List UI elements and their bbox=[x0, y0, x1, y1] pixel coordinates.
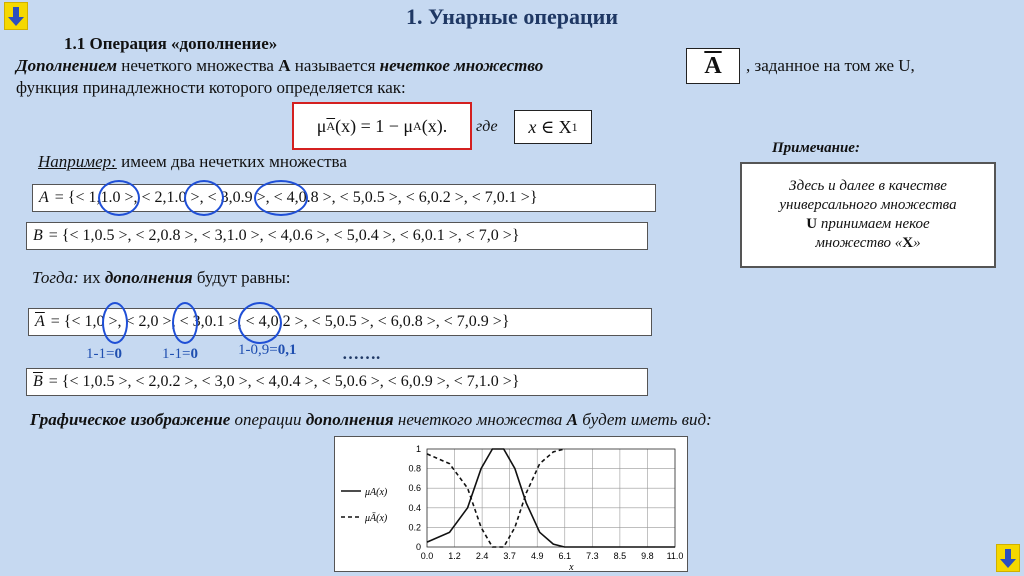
calc-result: 0 bbox=[190, 346, 198, 362]
element-of-symbol: ∈ bbox=[540, 116, 555, 137]
legend-label: μA(x) bbox=[365, 487, 388, 498]
y-tick-label: 0.8 bbox=[408, 463, 421, 474]
x-tick-label: 1.2 bbox=[448, 551, 461, 561]
where-label: где bbox=[476, 118, 498, 135]
complement-symbol-box bbox=[686, 48, 740, 84]
note-text: множество « bbox=[815, 235, 903, 251]
complement-formula bbox=[292, 102, 472, 150]
graphic-set-a: А bbox=[566, 410, 578, 429]
domain-formula bbox=[514, 110, 592, 144]
then-text: их bbox=[78, 268, 105, 287]
x-tick-label: 0.0 bbox=[420, 551, 434, 561]
x-tick-label: 7.3 bbox=[586, 551, 599, 561]
complement-b-name: $\overline{B}$ bbox=[33, 373, 43, 390]
formula-body: (x) = 1 − μ bbox=[335, 115, 414, 136]
highlight-ellipse bbox=[98, 180, 140, 216]
x-tick-label: 3.7 bbox=[503, 551, 516, 561]
legend-label: μĀ(x) bbox=[365, 513, 388, 524]
calc-expr: 1-1= bbox=[162, 346, 191, 362]
section-subtitle: 1.1 Операция «дополнение» bbox=[64, 34, 278, 53]
complement-a-values: = {< 1,0 >, < 2,0 >, < 3,0.1 >, < 4,0.2 >, < 5,0.5 >, < 6,0.8 >, < 7,0.9 >} bbox=[50, 313, 510, 330]
formula-subscript: $\overline{A}$ bbox=[326, 118, 336, 133]
note-text: принимаем некое bbox=[817, 216, 930, 232]
definition-term: Дополнением bbox=[16, 56, 118, 75]
definition-line-1 bbox=[16, 56, 686, 76]
graphic-lead: Графическое изображение bbox=[30, 410, 231, 429]
y-tick-label: 0.2 bbox=[408, 522, 421, 533]
then-intro bbox=[32, 268, 291, 288]
calc-result: 0 bbox=[114, 346, 122, 362]
plot-frame bbox=[427, 449, 675, 547]
chart-svg bbox=[335, 437, 687, 571]
set-a-name: A bbox=[39, 189, 49, 206]
note-box bbox=[740, 162, 996, 268]
page-title: 1. Унарные операции bbox=[405, 4, 619, 29]
set-b-row bbox=[26, 222, 648, 250]
highlight-ellipse bbox=[184, 180, 224, 216]
complement-b-values: = {< 1,0.5 >, < 2,0.2 >, < 3,0 >, < 4,0.4 >, < 5,0.6 >, < 6,0.9 >, < 7,1.0 >} bbox=[48, 373, 520, 390]
graphic-caption bbox=[30, 410, 712, 430]
example-lead: Например: bbox=[38, 152, 117, 171]
then-lead: Тогда: bbox=[32, 268, 79, 287]
x-tick-label: 2.4 bbox=[475, 551, 489, 561]
calc-2 bbox=[162, 346, 198, 363]
highlight-ellipse bbox=[238, 302, 282, 344]
membership-chart bbox=[334, 436, 688, 572]
domain-x: x bbox=[528, 116, 537, 137]
note-heading: Примечание: bbox=[772, 140, 860, 156]
note-line: универсального множества bbox=[779, 197, 957, 213]
definition-text: нечеткого множества bbox=[117, 56, 279, 75]
calc-1 bbox=[86, 346, 122, 363]
arrow-down-icon bbox=[999, 547, 1017, 569]
note-text: » bbox=[913, 235, 921, 251]
x-tick-label: 4.9 bbox=[530, 551, 544, 561]
graphic-bold: дополнения bbox=[305, 410, 394, 429]
note-line bbox=[779, 234, 956, 253]
definition-text: называется bbox=[290, 56, 380, 75]
y-tick-label: 0.6 bbox=[408, 483, 421, 494]
fuzzy-set-term: нечеткое множество bbox=[379, 56, 544, 75]
complement-a-name: $\overline{A}$ bbox=[35, 313, 45, 330]
x-tick-label: 6.1 bbox=[558, 551, 572, 561]
calc-expr: 1-1= bbox=[86, 346, 115, 362]
complements-term: дополнения bbox=[104, 268, 193, 287]
note-line bbox=[779, 215, 956, 234]
highlight-ellipse bbox=[102, 302, 128, 344]
note-line: Здесь и далее в качестве bbox=[789, 178, 947, 194]
x-axis-label: x bbox=[569, 562, 574, 571]
highlight-ellipse bbox=[172, 302, 198, 344]
complement-symbol: $\overline{A}$ bbox=[704, 52, 722, 79]
series-line bbox=[427, 449, 675, 547]
set-a-values: = {< 1,1.0 >, < 2,1.0 >, < 3,0.9 >, < 4,0.8 >, < 5,0.5 >, < 6,0.2 >, < 7,0.1 >} bbox=[54, 189, 538, 206]
example-text: имеем два нечетких множества bbox=[116, 152, 347, 171]
domain-subscript: 1 bbox=[571, 119, 578, 134]
x-tick-label: 9.8 bbox=[641, 551, 654, 561]
graphic-text: нечеткого множества bbox=[393, 410, 567, 429]
graphic-text: будет иметь вид: bbox=[578, 410, 712, 429]
y-tick-label: 0 bbox=[415, 542, 421, 552]
note-bold: U bbox=[806, 216, 818, 232]
note-bold: X bbox=[902, 235, 914, 251]
nav-down-arrow-button-bottom[interactable] bbox=[996, 544, 1020, 572]
set-a-label: А bbox=[278, 56, 291, 75]
definition-line-2: функция принадлежности которого определяется как: bbox=[16, 78, 406, 97]
then-text: будут равны: bbox=[192, 268, 291, 287]
calc-expr: 1-0,9= bbox=[238, 342, 278, 358]
set-b-name: B bbox=[33, 227, 43, 244]
formula-tail: (x). bbox=[421, 115, 448, 136]
definition-tail: , заданное на том же U, bbox=[746, 56, 915, 75]
calc-3 bbox=[238, 342, 296, 359]
mu-symbol: μ bbox=[316, 115, 327, 136]
calc-result: 0,1 bbox=[277, 342, 297, 358]
graphic-text: операции bbox=[230, 410, 306, 429]
complement-b-row bbox=[26, 368, 648, 396]
ellipsis: ……. bbox=[342, 344, 381, 363]
highlight-ellipse bbox=[254, 180, 308, 216]
domain-set: X bbox=[558, 116, 572, 137]
set-b-values: = {< 1,0.5 >, < 2,0.8 >, < 3,1.0 >, < 4,0.6 >, < 5,0.4 >, < 6,0.1 >, < 7,0 >} bbox=[48, 227, 520, 244]
x-tick-label: 11.0 bbox=[666, 551, 684, 561]
y-tick-label: 1 bbox=[415, 444, 421, 454]
x-tick-label: 8.5 bbox=[613, 551, 627, 561]
y-tick-label: 0.4 bbox=[408, 502, 421, 513]
formula-subscript: A bbox=[413, 118, 422, 133]
example-intro bbox=[38, 152, 347, 172]
